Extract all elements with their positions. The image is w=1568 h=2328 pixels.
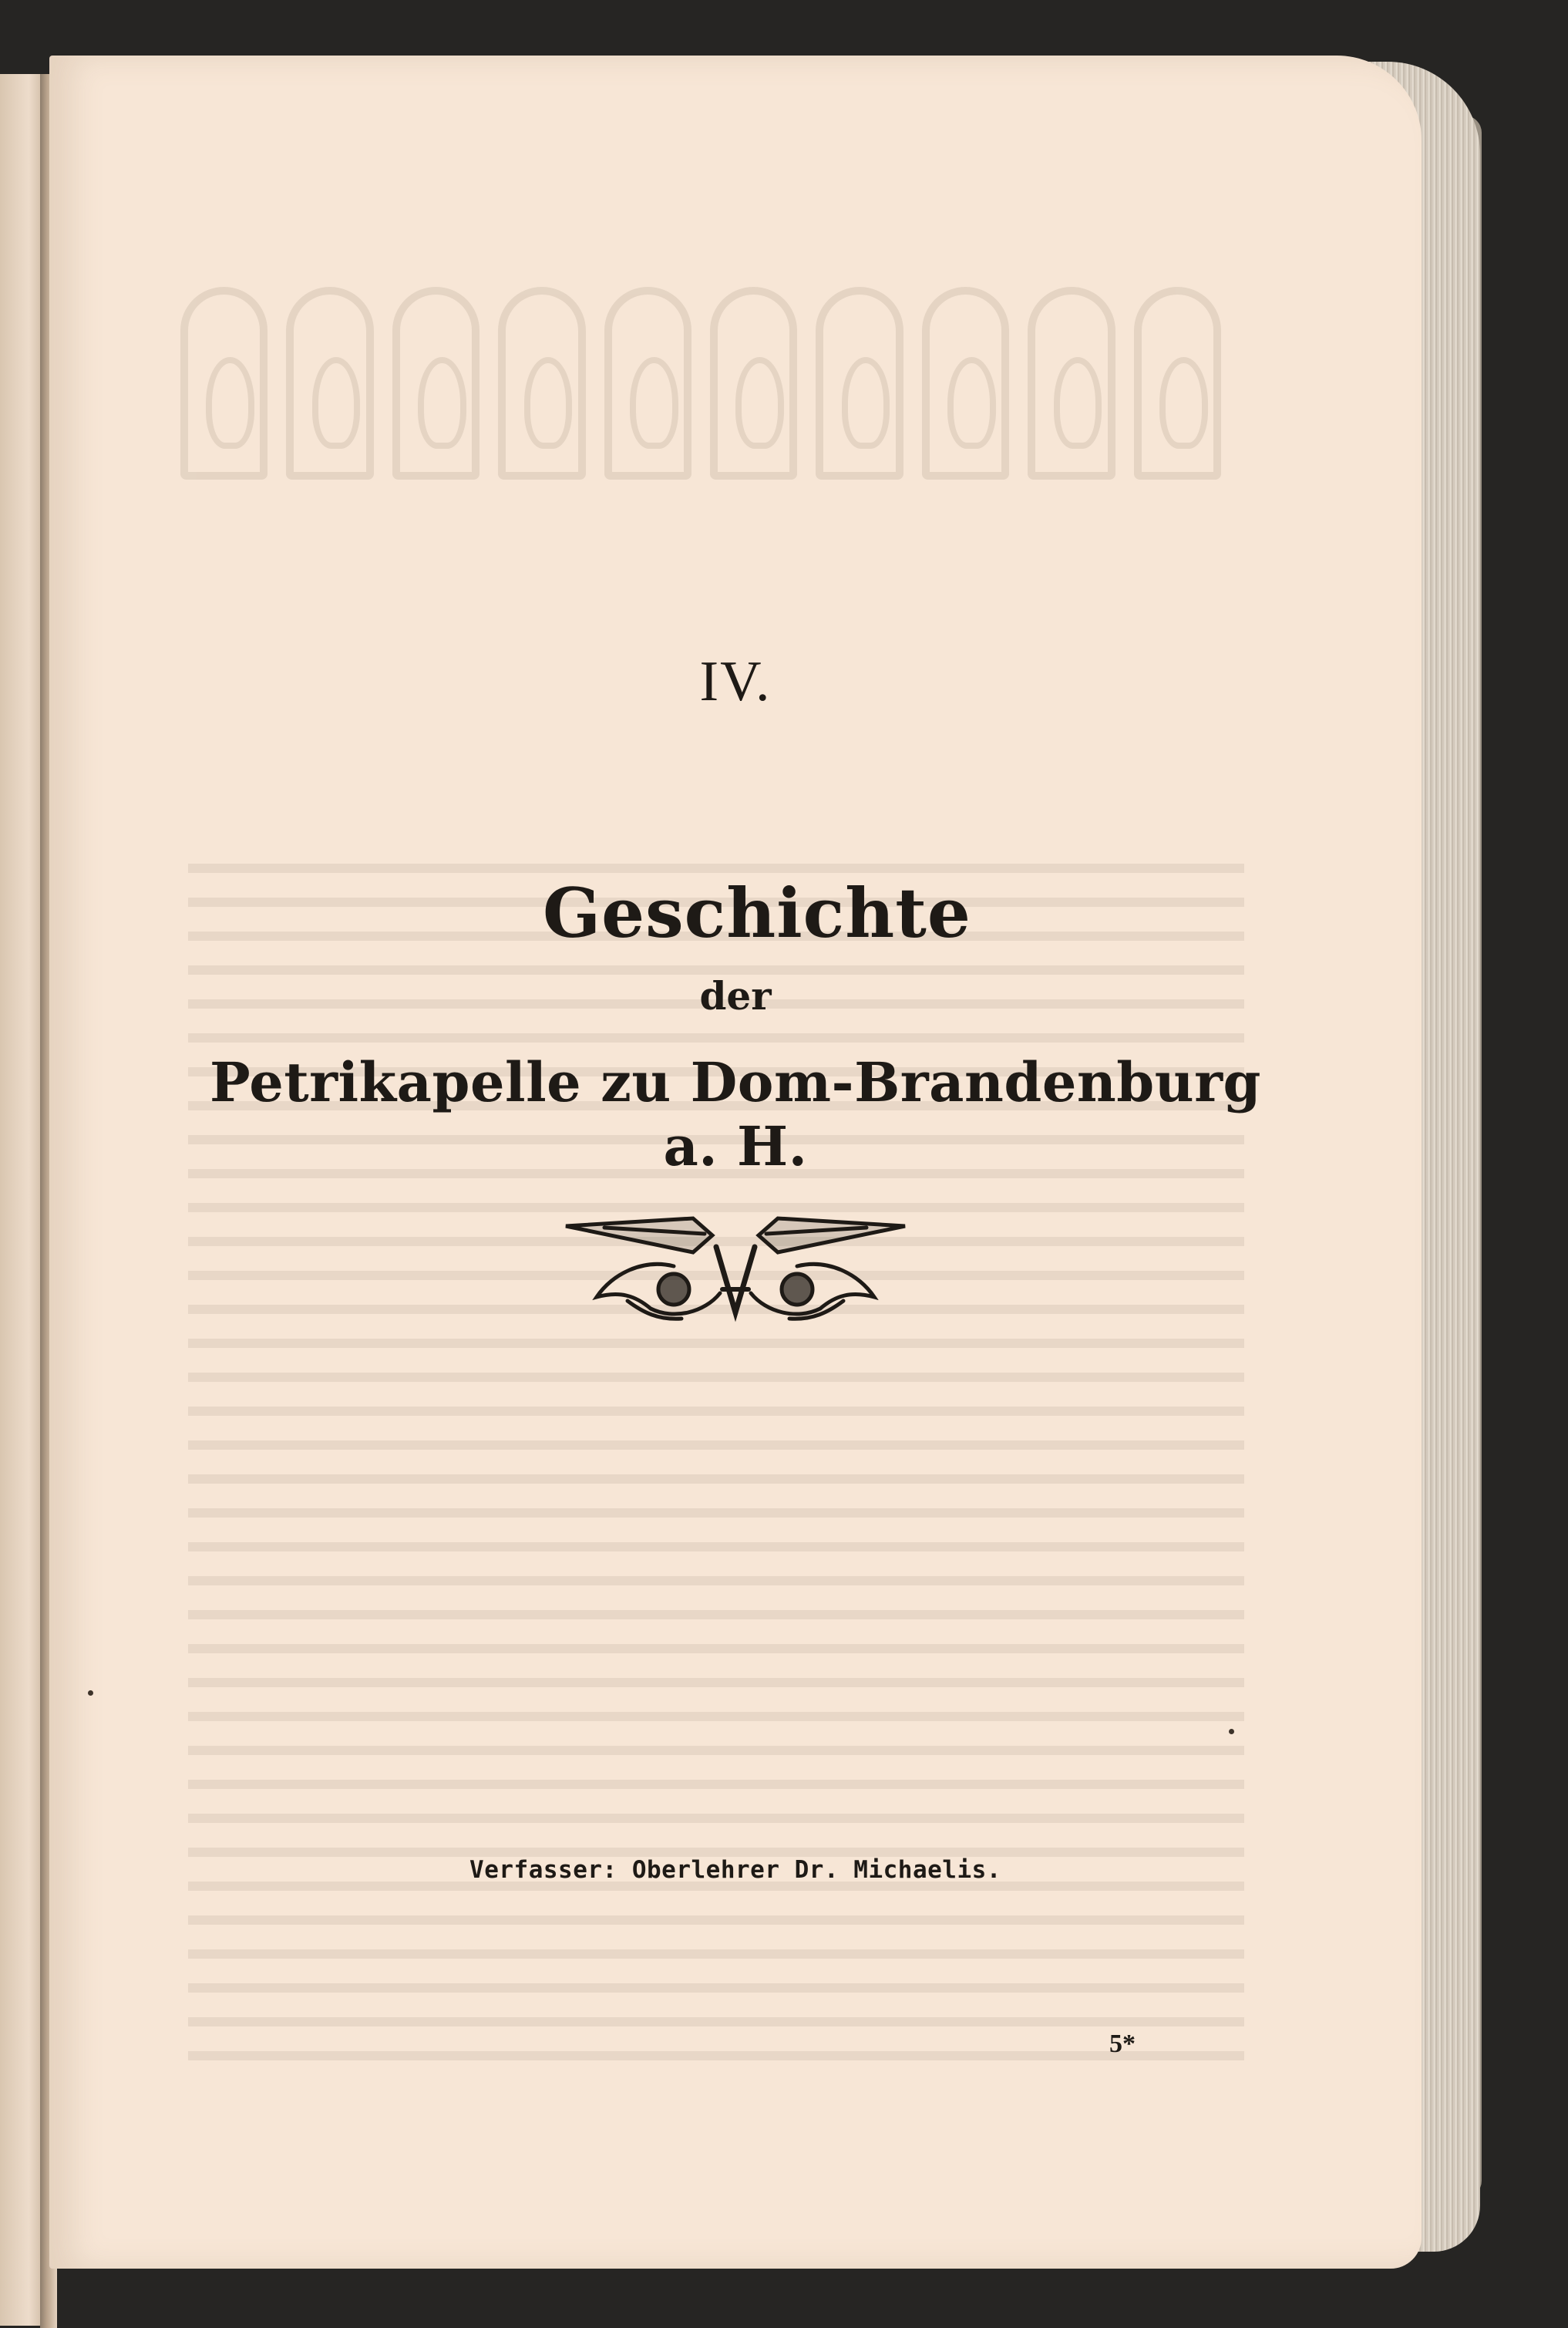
ghost-ornament-icon xyxy=(1134,287,1221,480)
title-main: Geschichte xyxy=(543,873,971,953)
paper-speck xyxy=(88,1690,93,1696)
title-subject: Petrikapelle zu Dom-Brandenburg a. H. xyxy=(210,1050,1261,1178)
paper-speck xyxy=(1229,1729,1234,1734)
ghost-ornament-icon xyxy=(286,287,373,480)
title-connector: der xyxy=(699,973,772,1019)
page-number: 5* xyxy=(1109,2030,1136,2058)
ghost-ornament-icon xyxy=(816,287,903,480)
ghost-ornament-icon xyxy=(180,287,268,480)
ghost-ornament-icon xyxy=(922,287,1009,480)
chapter-number: IV. xyxy=(699,650,772,713)
floral-vignette-icon xyxy=(558,1204,913,1328)
bleed-through-text xyxy=(188,850,1244,2084)
ghost-ornament-icon xyxy=(498,287,585,480)
ghost-ornament-icon xyxy=(604,287,691,480)
ghost-ornament-icon xyxy=(1028,287,1115,480)
ghost-ornament-icon xyxy=(710,287,797,480)
author-credit: Verfasser: Oberlehrer Dr. Michaelis. xyxy=(469,1856,1001,1884)
book-page xyxy=(49,56,1422,2269)
ghost-ornament-icon xyxy=(392,287,479,480)
bleed-through-ornament xyxy=(180,287,1221,480)
